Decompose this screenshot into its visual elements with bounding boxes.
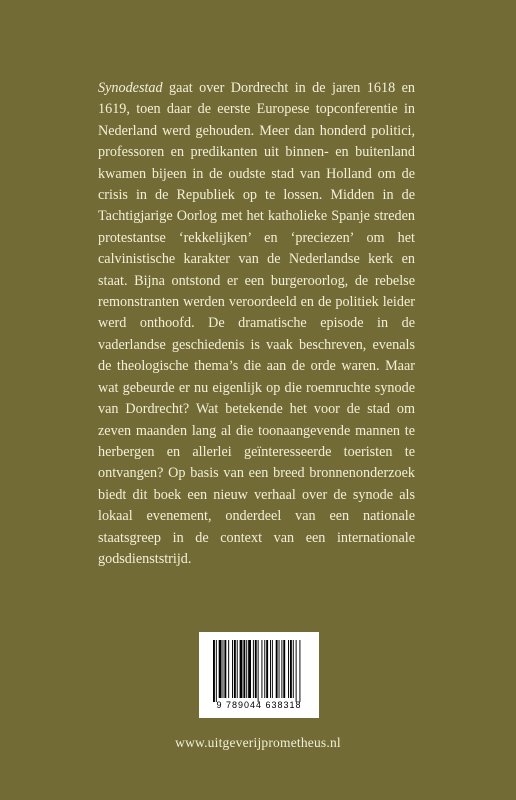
- barcode-bar: [283, 640, 285, 698]
- barcode-bar: [243, 640, 245, 698]
- barcode-bar: [255, 640, 257, 698]
- isbn-number: 9 789044 638318: [216, 700, 302, 710]
- barcode-bars-icon: [213, 640, 307, 702]
- barcode-bar: [232, 640, 233, 698]
- barcode-bar: [279, 640, 280, 698]
- barcode-bar: [261, 640, 262, 698]
- barcode-bar: [288, 640, 289, 698]
- barcode-bar: [281, 640, 282, 698]
- barcode-bar: [234, 640, 236, 698]
- barcode-bar: [276, 640, 278, 698]
- barcode-bar: [237, 640, 238, 698]
- barcode-bar: [270, 640, 271, 698]
- barcode-bar: [258, 640, 259, 702]
- barcode-bar: [246, 640, 247, 698]
- isbn-barcode: [199, 632, 319, 718]
- back-cover-blurb: [98, 78, 415, 570]
- barcode-bar: [266, 640, 268, 698]
- barcode-bar: [253, 640, 254, 698]
- barcode-bar: [213, 640, 215, 702]
- barcode-bar: [299, 640, 300, 702]
- barcode-bar: [248, 640, 251, 698]
- barcode-bar: [219, 640, 222, 698]
- barcode-bar: [290, 640, 292, 698]
- barcode-bar: [216, 640, 217, 702]
- publisher-website: www.uitgeverijprometheus.nl: [175, 735, 341, 750]
- barcode-bar: [293, 640, 294, 698]
- barcode-bar: [272, 640, 273, 698]
- barcode-bar: [223, 640, 224, 698]
- barcode-bar: [240, 640, 243, 698]
- barcode-bar: [296, 640, 297, 702]
- barcode-bar: [224, 640, 226, 698]
- barcode-bar: [264, 640, 265, 698]
- book-title-italic: Synodestad: [98, 80, 163, 96]
- barcode-bar: [228, 640, 229, 698]
- blurb-text: gaat over Dordrecht in de jaren 1618 en 1619, toen daar de eerste Europese topconferentie in Nederland werd gehouden. Meer dan honderd politici, professoren en predikanten uit binnen- en buitenland kwamen bijeen in de oudste stad van Holland om de crisis in de Republiek op te lossen. Midden in de Tachtigjarige Oorlog met het katholieke Spanje streden protestantse ‘rekkelijken’ en ‘preciezen’ om het calvinistische karakter van de Nederlandse kerk en staat. Bijna ontstond er een burgeroorlog, de rebelse remonstranten werden veroordeeld en de politiek leider werd onthoofd. De dramatische episode in de vaderlandse geschiedenis is vaak beschreven, evenals de theologische thema’s die aan de orde waren. Maar wat gebeurde er nu eigenlijk op die roemruchte synode van Dordrecht? Wat betekende het voor de stad om zeven maanden lang al die toonaangevende mannen te herbergen en allerlei geïnteresseerde toeristen te ontvangen? Op basis van een breed bronnenonderzoek biedt dit boek een nieuw verhaal over de synode als lokaal evenement, onderdeel van een nationale staatsgreep in de context van een internationale godsdienststrijd.: [98, 80, 415, 567]
